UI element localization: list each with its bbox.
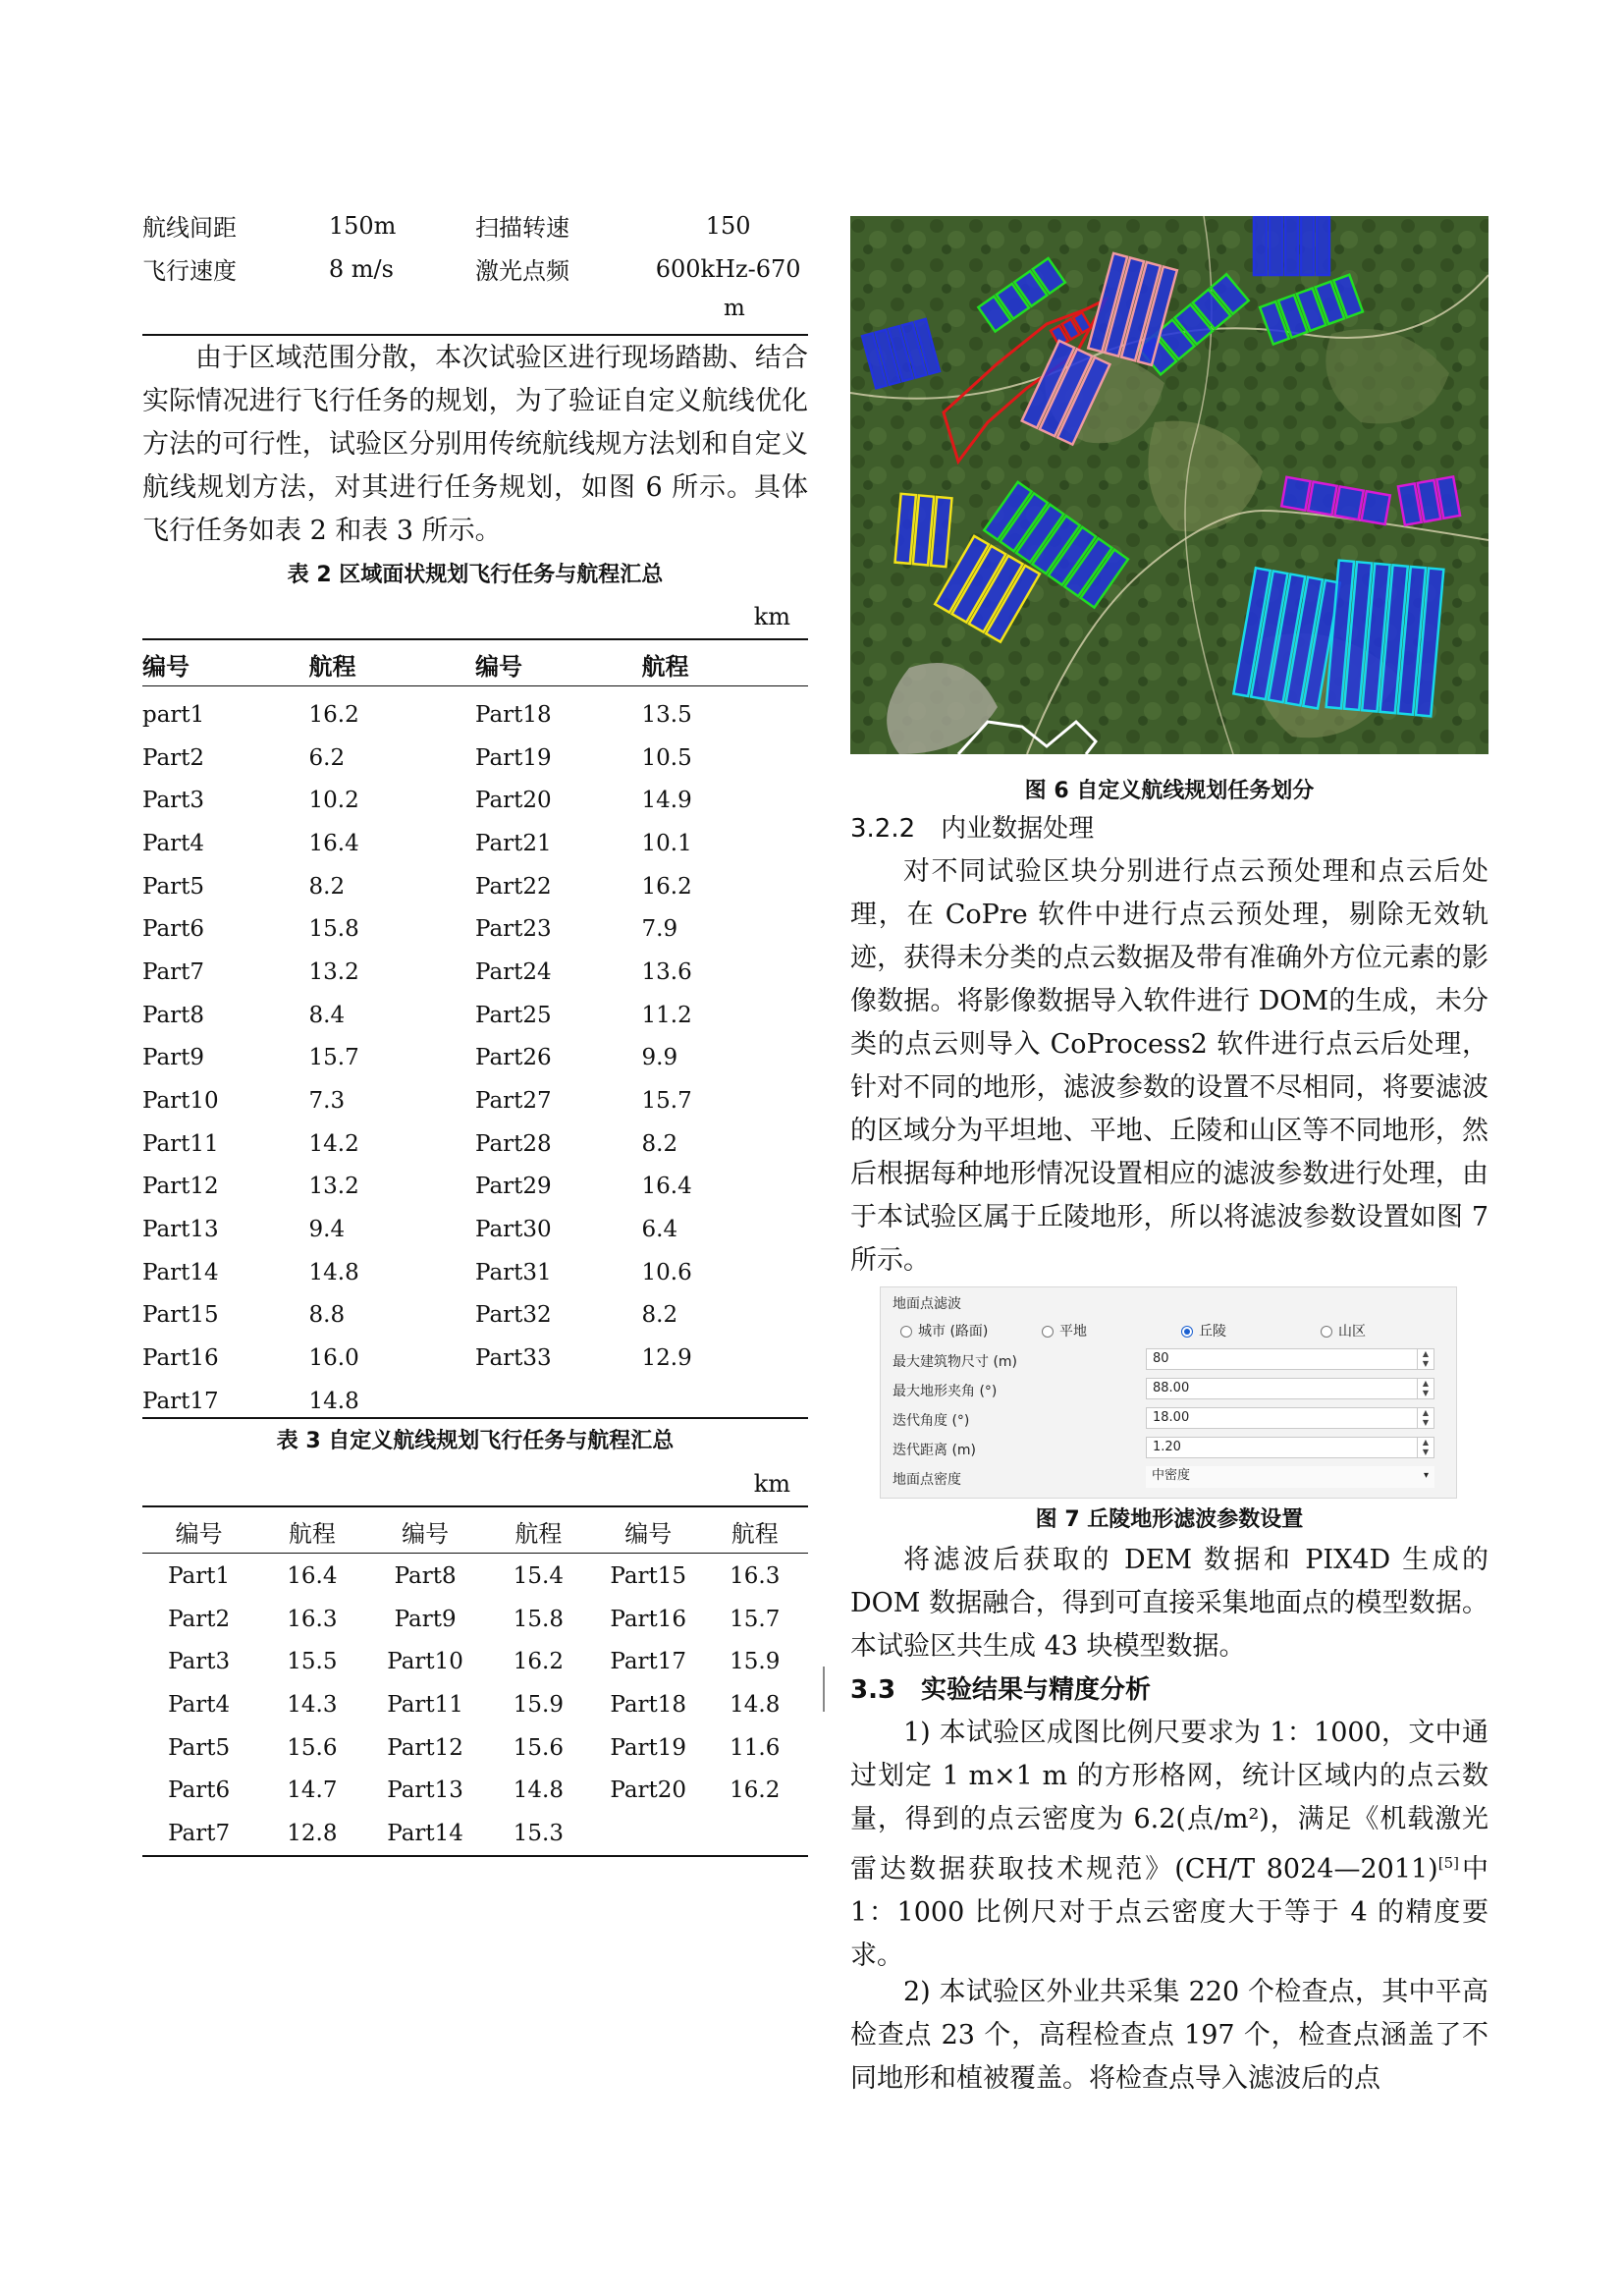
iter-angle-label: 迭代角度 (°) <box>893 1413 970 1429</box>
table-row <box>142 822 808 865</box>
table3-cell: 16.3 <box>730 1562 781 1589</box>
table3-header-cell: 编号 <box>402 1519 450 1548</box>
iter-angle-value: 18.00 <box>1153 1410 1190 1425</box>
table3-cell: 16.2 <box>730 1777 781 1804</box>
table2-cell: Part16 <box>142 1345 219 1372</box>
radio-city-indicator <box>900 1326 912 1338</box>
table2-header-cell: 编号 <box>142 652 189 681</box>
table3-cell: 16.4 <box>287 1562 338 1589</box>
table-row <box>142 907 808 951</box>
table3-cell: Part3 <box>168 1649 231 1675</box>
table-row <box>142 1812 808 1855</box>
section-3-2-2-text: 对不同试验区块分别进行点云预处理和点云后处理，在 CoPre 软件中进行点云预处理，剔除无效轨迹，获得未分类的点云数据及带有准确外方位元素的影像数据。将影像数据导入软件进行 DOM的生成，未分类的点云则导入 CoProcess2 软件进行点云后处理，针对不同的地形，滤波参数的设置不尽相同，将要滤波的区域分为平坦地、平地、丘陵和山区等不同地形，然后根据每种地形情况设置相应的滤波参数进行处理，由于本试验区属于丘陵地形，所以将滤波参数设置如图 7 所示。 <box>850 856 1488 1276</box>
table2-cell: 13.2 <box>308 1174 359 1200</box>
section-3-3-p1-tail: 中 1：1000 比例尺对于点云密度大于等于 4 的精度要求。 <box>850 1854 1488 1971</box>
table2-cell: Part28 <box>475 1130 552 1157</box>
table-row <box>142 1337 808 1380</box>
table2-cell: 16.4 <box>641 1174 692 1200</box>
change-bar <box>823 1667 825 1712</box>
radio-flat-indicator <box>1042 1326 1054 1338</box>
iter-angle-input[interactable] <box>1146 1407 1434 1429</box>
table3-cell: Part5 <box>168 1734 231 1761</box>
table2-cell: Part26 <box>475 1045 552 1071</box>
table3-cell: 14.7 <box>287 1777 338 1804</box>
table2-cell: Part9 <box>142 1045 205 1071</box>
table-row <box>142 951 808 994</box>
table2 <box>142 640 808 1423</box>
table2-cell: 13.6 <box>641 958 692 985</box>
figure7-caption: 图 7 丘陵地形滤波参数设置 <box>1035 1507 1304 1532</box>
table2-cell: 16.2 <box>308 701 359 728</box>
table-row <box>142 994 808 1037</box>
params-cell: 扫描转速 <box>474 214 569 243</box>
table3-bottom-rule <box>142 1855 808 1857</box>
params-cell: 150m <box>328 211 397 240</box>
table3-cell: Part16 <box>610 1606 687 1632</box>
table2-caption: 表 2 区域面状规划飞行任务与航程汇总 <box>287 563 664 587</box>
table2-unit: km <box>753 603 790 630</box>
flight-strip <box>1308 482 1336 516</box>
table-row <box>142 687 808 737</box>
table3-cell: 15.5 <box>287 1649 338 1675</box>
radio-city-label: 城市 (路面) <box>918 1324 989 1339</box>
table-row <box>142 1166 808 1209</box>
table3-cell: 15.9 <box>513 1691 564 1718</box>
radio-mountain[interactable] <box>1321 1321 1366 1340</box>
table2-cell: 8.2 <box>308 873 346 900</box>
table3-cell: Part8 <box>394 1562 457 1589</box>
table-row <box>142 1079 808 1122</box>
field-row-max-building <box>893 1348 1434 1372</box>
radio-hills-label: 丘陵 <box>1199 1324 1226 1339</box>
params-table <box>142 204 808 290</box>
section-3-3-p2: 2) 本试验区外业共采集 220 个检查点，其中平高检查点 23 个，高程检查点 197 个，检查点涵盖了不同地形和植被覆盖。将检查点导入滤波后的点 <box>850 1977 1488 2094</box>
table-row <box>142 1251 808 1294</box>
table2-header-cell: 编号 <box>475 652 522 681</box>
table2-cell: Part8 <box>142 1002 205 1028</box>
section-3-2-2-heading: 3.2.2 内业数据处理 <box>850 814 1095 844</box>
table-row <box>142 1598 808 1641</box>
table2-cell: Part27 <box>475 1088 552 1115</box>
field-row-iter-distance <box>893 1437 1434 1460</box>
table2-cell: 8.8 <box>308 1302 346 1329</box>
table2-cell: Part2 <box>142 744 205 771</box>
figure6-caption: 图 6 自定义航线规划任务划分 <box>1024 779 1315 803</box>
table3-cell: Part7 <box>168 1820 231 1846</box>
field-row-iter-angle <box>893 1407 1434 1431</box>
flight-strip <box>1281 477 1310 511</box>
table2-cell: Part4 <box>142 830 205 856</box>
table3-unit: km <box>753 1470 790 1498</box>
table3-header-cell: 航程 <box>730 1519 779 1548</box>
table2-cell: 7.9 <box>641 916 678 943</box>
flight-strip <box>1270 216 1282 275</box>
iter-distance-value: 1.20 <box>1153 1440 1181 1454</box>
table3-cell: 16.2 <box>513 1649 564 1675</box>
radio-hills[interactable] <box>1181 1321 1226 1340</box>
table2-cell: Part21 <box>475 830 552 856</box>
table3-cell: 12.8 <box>287 1820 338 1846</box>
max-angle-spinner[interactable]: ▲ ▼ <box>1417 1379 1434 1398</box>
table2-cell: Part18 <box>475 701 552 728</box>
table-row <box>142 1769 808 1812</box>
table2-cell: Part10 <box>142 1088 219 1115</box>
table2-cell: Part20 <box>475 788 552 814</box>
table2-header-cell: 航程 <box>308 652 356 681</box>
table2-cell: Part5 <box>142 873 205 900</box>
table2-cell: 16.4 <box>308 830 359 856</box>
table2-cell: 15.8 <box>308 916 359 943</box>
iter-distance-input[interactable] <box>1146 1437 1434 1458</box>
table3-cell: 15.8 <box>513 1606 564 1632</box>
table3-cell: 15.6 <box>287 1734 338 1761</box>
table2-cell: Part3 <box>142 788 205 814</box>
table2-cell: Part23 <box>475 916 552 943</box>
iter-distance-label: 迭代距离 (m) <box>893 1443 977 1458</box>
table3-cell: 15.6 <box>513 1734 564 1761</box>
table3-cell: 14.3 <box>287 1691 338 1718</box>
table3-cell: Part20 <box>610 1777 687 1804</box>
table3-cell: 11.6 <box>730 1734 781 1761</box>
figure6-map <box>850 216 1488 754</box>
table3-cell: 16.3 <box>287 1606 338 1632</box>
table2-cell: Part14 <box>142 1259 219 1285</box>
dem-paragraph: 将滤波后获取的 DEM 数据和 PIX4D 生成的 DOM 数据融合，得到可直接采集地面点的模型数据。本试验区共生成 43 块模型数据。 <box>850 1545 1488 1662</box>
params-table-block <box>142 204 808 321</box>
table2-cell: Part24 <box>475 958 552 985</box>
table3-cell: Part19 <box>610 1734 687 1761</box>
table2-cell: Part12 <box>142 1174 219 1200</box>
table-row <box>142 1122 808 1166</box>
table3-cell <box>701 1812 808 1855</box>
table2-cell: Part31 <box>475 1259 552 1285</box>
max-angle-input[interactable] <box>1146 1378 1434 1399</box>
radio-mountain-indicator <box>1321 1326 1332 1338</box>
table2-cell: Part11 <box>142 1130 219 1157</box>
table2-cell: 16.2 <box>641 873 692 900</box>
flight-strip <box>1361 491 1389 524</box>
table2-cell: Part25 <box>475 1002 552 1028</box>
filter-group-title: 地面点滤波 <box>893 1296 961 1312</box>
table2-cell: 8.2 <box>641 1302 678 1329</box>
table2-cell: Part30 <box>475 1217 552 1243</box>
density-select[interactable] <box>1146 1466 1434 1488</box>
radio-flat[interactable] <box>1042 1321 1087 1340</box>
table3-header-cell: 航程 <box>288 1519 336 1548</box>
flight-strip <box>1285 216 1298 275</box>
table-row <box>142 1555 808 1598</box>
chevron-down-icon: ▾ <box>1423 1470 1429 1481</box>
table2-cell: Part13 <box>142 1217 219 1243</box>
table3-cell: Part2 <box>168 1606 231 1632</box>
table3-cell: Part12 <box>387 1734 463 1761</box>
table2-cell: 10.5 <box>641 744 692 771</box>
table2-header-cell: 航程 <box>641 652 689 681</box>
intro-paragraph: 由于区域范围分散，本次试验区进行现场踏勘、结合实际情况进行飞行任务的规划，为了验证自定义航线优化方法的可行性，试验区分别用传统航线规方法划和自定义航线规划方法，对其进行任务规划，如图 6 所示。具体飞行任务如表 2 和表 3 所示。 <box>142 343 808 546</box>
max-building-label: 最大建筑物尺寸 (m) <box>893 1354 1018 1370</box>
table2-cell: Part22 <box>475 873 552 900</box>
table2-cell: 6.4 <box>641 1217 678 1243</box>
table3-cell <box>595 1812 701 1855</box>
table3-header-rule <box>142 1553 808 1554</box>
table2-cell: 14.2 <box>308 1130 359 1157</box>
table3-header-cell: 航程 <box>514 1519 563 1548</box>
section-3-3-heading: 3.3 实验结果与精度分析 <box>850 1675 1152 1705</box>
table2-cell: 13.2 <box>308 958 359 985</box>
table-row <box>142 779 808 822</box>
table-row <box>142 865 808 908</box>
table2-cell: part1 <box>142 701 205 728</box>
table3-cell: 15.7 <box>730 1606 781 1632</box>
table2-cell: Part33 <box>475 1345 552 1372</box>
table3-cell: 15.4 <box>513 1562 564 1589</box>
density-value: 中密度 <box>1152 1468 1191 1483</box>
params-row <box>142 247 808 291</box>
table2-cell: 8.4 <box>308 1002 346 1028</box>
table3-cell: Part14 <box>387 1820 463 1846</box>
table2-cell: 10.1 <box>641 830 692 856</box>
table2-cell: Part7 <box>142 958 205 985</box>
table2-cell: 7.3 <box>308 1088 346 1115</box>
table3-cell: Part11 <box>387 1691 463 1718</box>
params-cell: 600kHz-670 <box>655 254 801 283</box>
table3-header-cell: 编号 <box>624 1519 673 1548</box>
table2-grid <box>142 640 808 1423</box>
table3-cell: Part1 <box>168 1562 231 1589</box>
table-row <box>142 737 808 780</box>
field-row-density <box>893 1466 1434 1490</box>
table3-cell: Part18 <box>610 1691 687 1718</box>
table2-cell: 8.2 <box>641 1130 678 1157</box>
params-cell: 飞行速度 <box>142 257 237 286</box>
table-row <box>142 1208 808 1251</box>
table3-cell: 14.8 <box>513 1777 564 1804</box>
table3-cell: Part17 <box>610 1649 687 1675</box>
table2-cell: 13.5 <box>641 701 692 728</box>
table3-cell: Part6 <box>168 1777 231 1804</box>
table2-cell: 10.2 <box>308 788 359 814</box>
field-row-max-angle <box>893 1378 1434 1401</box>
flight-strip <box>1317 216 1329 275</box>
table-row <box>142 1037 808 1080</box>
blue-north-block <box>1254 216 1329 275</box>
table2-cell: 14.8 <box>308 1259 359 1285</box>
figure7-filter-panel <box>880 1286 1457 1499</box>
params-cell: 激光点频 <box>474 257 569 286</box>
table2-cell: 10.6 <box>641 1259 692 1285</box>
table2-cell: 14.9 <box>641 788 692 814</box>
radio-mountain-label: 山区 <box>1338 1324 1366 1339</box>
table2-cell: Part15 <box>142 1302 219 1329</box>
table2-cell: 16.0 <box>308 1345 359 1372</box>
table2-cell: 15.7 <box>308 1045 359 1071</box>
table-row <box>142 1640 808 1683</box>
table2-header-rule <box>142 685 808 686</box>
table2-cell: 14.8 <box>308 1388 359 1414</box>
table3-cell: Part4 <box>168 1691 231 1718</box>
table2-cell: 11.2 <box>641 1002 692 1028</box>
table2-cell: Part29 <box>475 1174 552 1200</box>
table3-caption: 表 3 自定义航线规划飞行任务与航程汇总 <box>276 1429 675 1453</box>
params-row <box>142 204 808 247</box>
radio-hills-indicator <box>1181 1326 1193 1338</box>
table3-header-cell: 编号 <box>175 1519 223 1548</box>
magenta-block-2 <box>1398 476 1460 524</box>
radio-city[interactable] <box>900 1321 988 1340</box>
flight-strip <box>1254 216 1267 275</box>
table3-cell: Part13 <box>387 1777 463 1804</box>
section-3-3-p1-text: 1) 本试验区成图比例尺要求为 1：1000，文中通过划定 1 m×1 m 的方形格网，统计区域内的点云数量，得到的点云密度为 6.2(点/m²)，满足《机载激光雷达数据获取技术规范》(CH/T 8024—2011) <box>850 1718 1488 1885</box>
table2-cell: 15.7 <box>641 1088 692 1115</box>
table2-cell: 9.4 <box>308 1217 346 1243</box>
table2-cell: 9.9 <box>641 1045 678 1071</box>
max-building-input[interactable] <box>1146 1348 1434 1370</box>
section-3-3-p1 <box>850 1712 1488 1978</box>
table3-cell: 15.9 <box>730 1649 781 1675</box>
params-cell: 航线间距 <box>142 214 237 243</box>
flight-strip <box>1334 486 1363 519</box>
table2-bottom-rule <box>142 1417 808 1419</box>
table3-cell: 14.8 <box>730 1691 781 1718</box>
flight-strip <box>1301 216 1314 275</box>
table-row <box>142 1683 808 1726</box>
table3-cell: Part9 <box>394 1606 457 1632</box>
citation-ref: [5] <box>1437 1854 1459 1872</box>
iter-angle-spinner[interactable]: ▲ ▼ <box>1417 1408 1434 1428</box>
params-overflow: m <box>724 296 745 321</box>
params-table-bottom-rule <box>142 334 808 336</box>
iter-distance-spinner[interactable]: ▲ ▼ <box>1417 1438 1434 1457</box>
table2-cell: Part17 <box>142 1388 219 1414</box>
table-row <box>142 1726 808 1770</box>
yellow-block-1 <box>895 494 952 567</box>
radio-flat-label: 平地 <box>1059 1324 1087 1339</box>
table2-cell: 6.2 <box>308 744 346 771</box>
table-row <box>142 1294 808 1338</box>
max-building-spinner[interactable]: ▲ ▼ <box>1417 1349 1434 1369</box>
table3-cell: Part10 <box>387 1649 463 1675</box>
density-label: 地面点密度 <box>893 1472 961 1488</box>
table3-cell: 15.3 <box>513 1820 564 1846</box>
table3-grid <box>142 1507 808 1855</box>
table3-cell: Part15 <box>610 1562 687 1589</box>
max-building-value: 80 <box>1153 1351 1169 1366</box>
params-cell: 150 <box>705 211 751 240</box>
table2-cell: 12.9 <box>641 1345 692 1372</box>
table3 <box>142 1507 808 1855</box>
params-cell: 8 m/s <box>328 254 394 283</box>
figure6-svg <box>850 216 1488 754</box>
table2-cell: Part32 <box>475 1302 552 1329</box>
max-angle-label: 最大地形夹角 (°) <box>893 1384 998 1399</box>
table2-cell: Part6 <box>142 916 205 943</box>
terrain-radio-group <box>900 1321 1436 1340</box>
max-angle-value: 88.00 <box>1153 1381 1190 1395</box>
table2-cell: Part19 <box>475 744 552 771</box>
